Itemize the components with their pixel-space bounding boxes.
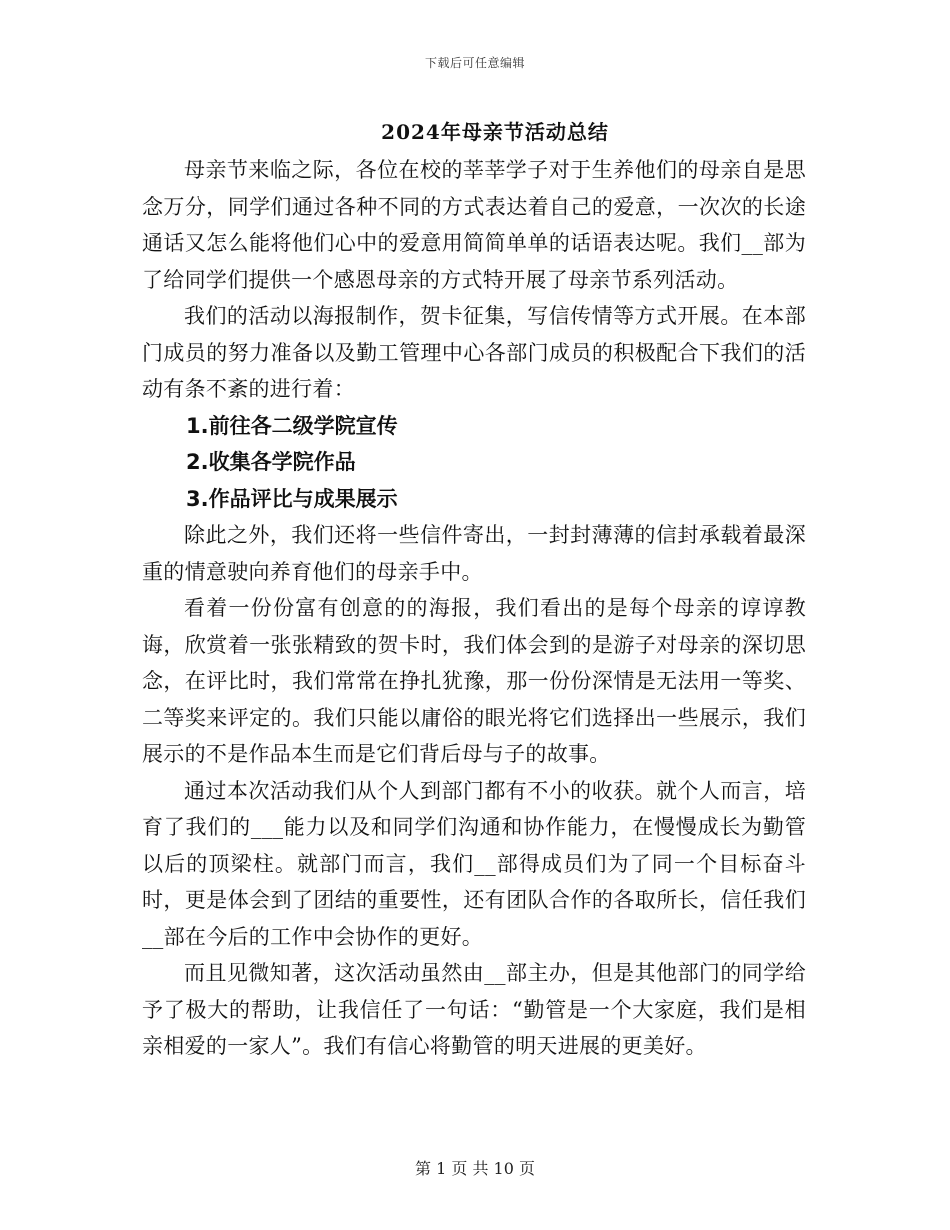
list-item: 1.前往各二级学院宣传: [186, 413, 398, 438]
page-title: 2024年母亲节活动总结: [381, 120, 609, 144]
paragraph-intro: 母亲节来临之际，各位在校的莘莘学子对于生养他们的母亲自是思念万分，同学们通过各种不同的方式表达着自己的爱意，一次次的长途通话又怎么能将他们心中的爱意用简简单单的话语表达呢。我们__部为了给同学们提供一个感恩母亲的方式特开展了母亲节系列活动。: [142, 158, 806, 292]
paragraph-letters: 除此之外，我们还将一些信件寄出，一封封薄薄的信封承载着最深重的情意驶向养育他们的母亲手中。: [142, 523, 806, 584]
page-number-footer: 第 1 页 共 10 页: [415, 1159, 535, 1178]
paragraph-gains: 通过本次活动我们从个人到部门都有不小的收获。就个人而言，培育了我们的___能力以及和同学们沟通和协作能力，在慢慢成长为勤管以后的顶梁柱。就部门而言，我们__部得成员们为了同一个目标奋斗时，更是体会到了团结的重要性，还有团队合作的各取所长，信任我们__部在今后的工作中会协作的更好。: [142, 778, 806, 949]
paragraph-activities: 我们的活动以海报制作，贺卡征集，写信传情等方式开展。在本部门成员的努力准备以及勤工管理中心各部门成员的积极配合下我们的活动有条不紊的进行着：: [142, 304, 806, 401]
header-note: 下载后可任意编辑: [424, 56, 525, 70]
document-body: [142, 152, 806, 1065]
paragraph-posters: 看着一份份富有创意的的海报，我们看出的是每个母亲的谆谆教诲，欣赏着一张张精致的贺卡时，我们体会到的是游子对母亲的深切思念，在评比时，我们常常在挣扎犹豫，那一份份深情是无法用一等奖、二等奖来评定的。我们只能以庸俗的眼光将它们选择出一些展示，我们展示的不是作品本生而是它们背后母与子的故事。: [142, 596, 806, 766]
paragraph-conclusion: 而且见微知著，这次活动虽然由__部主办，但是其他部门的同学给予了极大的帮助，让我信任了一句话：“勤管是一个大家庭，我们是相亲相爱的一家人”。我们有信心将勤管的明天进展的更美好。: [142, 961, 806, 1058]
list-item: 2.收集各学院作品: [186, 450, 356, 474]
list-item: 3.作品评比与成果展示: [186, 486, 398, 511]
